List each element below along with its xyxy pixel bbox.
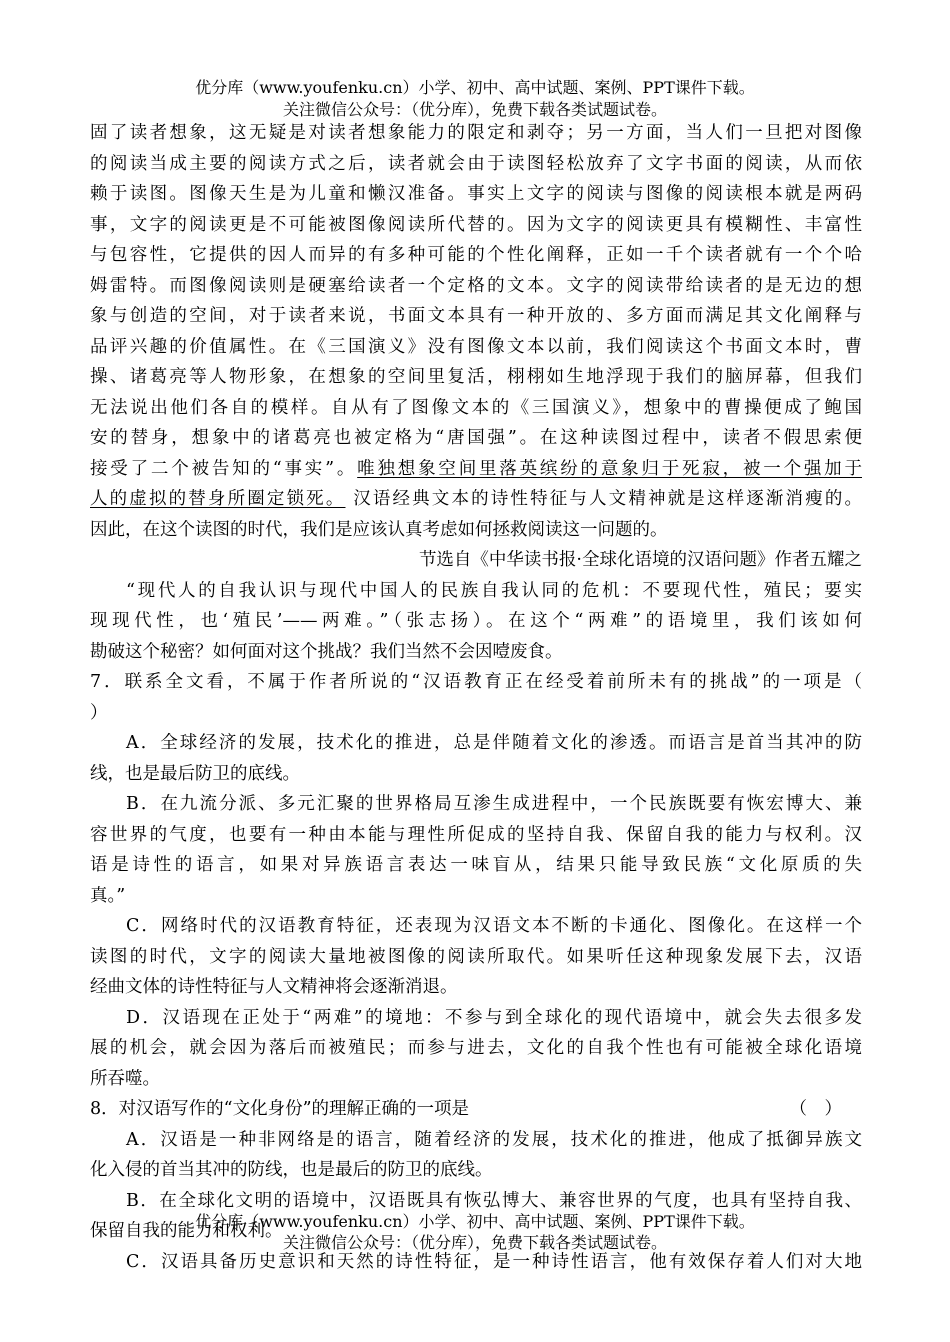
q7-option-d: D．汉语现在正处于“两难”的境地：不参与到全球化的现代语境中，就会失去很多发 bbox=[126, 1007, 862, 1028]
passage-line: 赖于读图。图像天生是为儿童和懒汉准备。事实上文字的阅读与图像的阅读根本就是两码 bbox=[90, 184, 862, 204]
passage-line: 事，文字的阅读更是不可能被图像阅读所代替的。因为文字的阅读更具有模糊性、丰富性 bbox=[90, 214, 862, 235]
passage-line: 安的替身，想象中的诸葛亮也被定格为“唐国强”。在这种读图过程中，读者不假思索便 bbox=[90, 428, 862, 448]
passage-line: 与包容性，它提供的因人而异的有多种可能的个性化阐释，正如一千个读者就有一个个哈 bbox=[90, 245, 862, 265]
passage-line: 品评兴趣的价值属性。在《三国演义》没有图像文本以前，我们阅读这个书面文本时，曹 bbox=[90, 336, 862, 357]
source-citation: 节选自《中华读书报·全球化语境的汉语问题》作者五耀之 bbox=[418, 550, 862, 570]
q8-option-b: 保留自我的能力和权利。 bbox=[90, 1221, 283, 1241]
q7-option-d: 展的机会，就会因为落后而被殖民；而参与进去，文化的自我个性也有可能被全球化语境 bbox=[90, 1038, 862, 1058]
question-7-stem: 7．联系全文看，不属于作者所说的“汉语教育正在经受着前所未有的挑战”的一项是（ bbox=[90, 672, 862, 692]
q8-option-b: B．在全球化文明的语境中，汉语既具有恢弘博大、兼容世界的气度，也具有坚持自我、 bbox=[126, 1190, 862, 1211]
q7-option-b: B．在九流分派、多元汇聚的世界格局互渗生成进程中，一个民族既要有恢宏博大、兼 bbox=[126, 794, 862, 814]
answer-bracket: （ ） bbox=[789, 1099, 842, 1119]
q7-option-b: 容世界的气度，也要有一种由本能与理性所促成的坚持自我、保留自我的能力与权利。汉 bbox=[90, 824, 862, 845]
q8-option-a: 化入侵的首当其冲的防线，也是最后的防卫的底线。 bbox=[90, 1160, 493, 1180]
footer-line-2: 关注微信公众号：（优分库），免费下载各类试题试卷。 bbox=[282, 1233, 667, 1252]
q8-option-c: C．汉语具备历史意识和天然的诗性特征，是一种诗性语言，他有效保存着人们对大地 bbox=[126, 1251, 862, 1272]
q7-option-c: 读图的时代，文字的阅读大量地被图像的阅读所取代。如果听任这种现象发展下去，汉语 bbox=[90, 946, 862, 967]
passage-line: 的阅读当成主要的阅读方式之后，读者就会由于读图轻松放弃了文字书面的阅读，从而依 bbox=[90, 153, 862, 174]
passage-line: 固了读者想象，这无疑是对读者想象能力的限定和剥夺；另一方面，当人们一旦把对图像 bbox=[90, 123, 862, 143]
q7-option-c: 经曲文体的诗性特征与人文精神将会逐渐消退。 bbox=[90, 977, 458, 997]
q7-option-b: 语是诗性的语言，如果对异族语言表达一味盲从，结果只能导致民族“文化原质的失 bbox=[90, 855, 862, 875]
q7-option-d: 所吞噬。 bbox=[90, 1068, 160, 1089]
q7-option-b: 真。” bbox=[90, 885, 126, 906]
q7-option-a: 线，也是最后防卫的底线。 bbox=[90, 763, 300, 784]
passage-line-underlined-start bbox=[90, 454, 862, 485]
footer-line-1: 优分库（www.youfenku.cn）小学、初中、高中试题、案例、PPT课件下载。 bbox=[195, 1212, 755, 1231]
passage-line: 姆雷特。而图像阅读则是硬塞给读者一个定格的文本。文字的阅读带给读者的是无边的想 bbox=[90, 275, 862, 296]
passage-text: 汉语经典文本的诗性特征与人文精神就是这样逐渐消瘦的。 bbox=[345, 489, 862, 509]
header-line-1: 优分库（www.youfenku.cn）小学、初中、高中试题、案例、PPT课件下载。 bbox=[195, 78, 755, 97]
quote-line: “现代人的自我认识与现代中国人的民族自我认同的危机：不要现代性，殖民；要实 bbox=[126, 580, 862, 601]
passage-line: 无法说出他们各自的模样。自从有了图像文本的《三国演义》，想象中的曹操便成了鲍国 bbox=[90, 397, 862, 418]
quote-line: 现现代性，也‘殖民’——两难。”（张志扬）。在这个“两难”的语境里，我们该如何 bbox=[90, 611, 862, 631]
question-8-stem-row bbox=[90, 1094, 862, 1125]
passage bbox=[90, 118, 862, 1277]
passage-text: 接受了二个被告知的“事实”。 bbox=[90, 458, 358, 479]
q7-option-a: A．全球经济的发展，技术化的推进，总是伴随着文化的渗透。而语言是首当其冲的防 bbox=[126, 733, 862, 753]
header-line-2: 关注微信公众号：（优分库），免费下载各类试题试卷。 bbox=[282, 100, 667, 119]
underlined-sentence: 人的虚拟的替身所圈定锁死。 bbox=[90, 489, 346, 509]
q8-option-a: A．汉语是一种非网络是的语言，随着经济的发展，技术化的推进，他成了抵御异族文 bbox=[126, 1129, 862, 1150]
underlined-sentence: 唯独想象空间里落英缤纷的意象归于死寂，被一个强加于 bbox=[357, 458, 862, 479]
passage-line: 因此，在这个读图的时代，我们是应该认真考虑如何拯救阅读这一问题的。 bbox=[90, 519, 668, 540]
passage-line: 象与创造的空间，对于读者来说，书面文本具有一种开放的、多方面而满足其文化阐释与 bbox=[90, 306, 862, 326]
question-8-stem: 8．对汉语写作的“文化身份”的理解正确的一项是 bbox=[90, 1099, 470, 1119]
passage-line-underlined-end bbox=[90, 484, 862, 515]
q7-option-c: C．网络时代的汉语教育特征，还表现为汉语文本不断的卡通化、图像化。在这样一个 bbox=[126, 916, 862, 936]
question-7-stem-end: ） bbox=[90, 702, 108, 723]
quote-line: 勘破这个秘密？如何面对这个挑战？我们当然不会因噎废食。 bbox=[90, 641, 563, 662]
passage-line: 操、诸葛亮等人物形象，在想象的空间里复活，栩栩如生地浮现于我们的脑屏幕，但我们 bbox=[90, 367, 862, 387]
